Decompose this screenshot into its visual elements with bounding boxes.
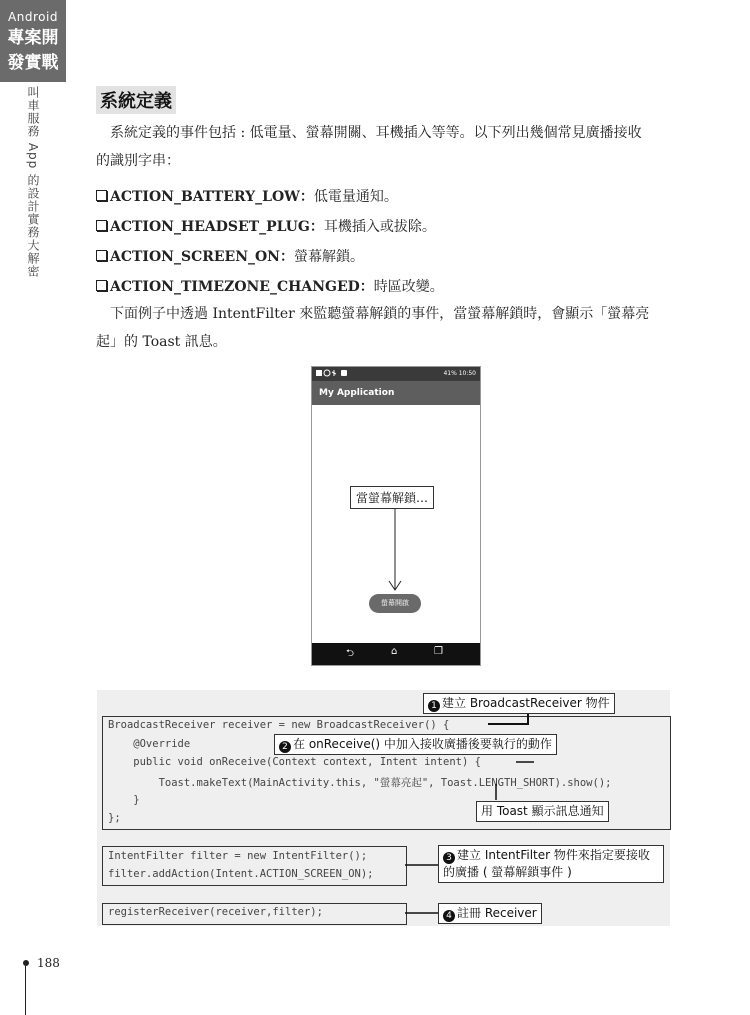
home-icon[interactable]: ⌂ [391, 646, 398, 657]
bullet-key: ACTION_HEADSET_PLUG： [110, 219, 324, 235]
app-title: My Application [319, 388, 395, 398]
code-line: IntentFilter filter = new IntentFilter(); [108, 850, 368, 862]
step-number-4-icon: 4 [443, 910, 455, 922]
note-text: 在 onReceive() 中加入接收廣播後要執行的動作 [293, 737, 552, 751]
back-icon[interactable]: ⮌ [346, 648, 355, 659]
bullet-desc: 耳機插入或拔除。 [323, 219, 436, 235]
step-number-1-icon: 1 [428, 700, 440, 712]
bullet-desc: 螢幕解鎖。 [293, 249, 364, 265]
code-line: }; [108, 812, 121, 824]
side-tab-title-line1: 專案開 [7, 28, 59, 48]
note-toast [476, 801, 609, 822]
note-create-receiver [423, 693, 615, 714]
code-line: filter.addAction(Intent.ACTION_SCREEN_ON); [108, 868, 374, 880]
note-text: 建立 IntentFilter 物件來指定要接收 [457, 848, 650, 862]
intro-line-1: 系統定義的事件包括 : 低電量、螢幕開關、耳機插入等等。以下列出幾個常見廣播接收 [110, 125, 642, 141]
code-line: BroadcastReceiver receiver = new BroadcastReceiver() { [108, 719, 450, 731]
page-marker-rule [25, 966, 26, 1015]
note-text: 註冊 Receiver [457, 906, 537, 920]
note-text: 用 Toast 顯示訊息通知 [481, 804, 604, 818]
para2-line-1: 下面例子中透過 IntentFilter 來監聽螢幕解鎖的事件，當螢幕解鎖時，會顯示「螢幕亮 [110, 306, 650, 322]
screen-unlock-callout: 當螢幕解鎖… [350, 486, 434, 509]
step-number-2-icon: 2 [279, 741, 291, 753]
vertical-book-title: 叫車服務 App 的設計實務大解密 [26, 86, 40, 279]
side-tab-title-line2: 發實戰 [7, 53, 59, 73]
bullet-desc: 時區改變。 [373, 279, 444, 295]
code-line: Toast.makeText(MainActivity.this, "螢幕亮起", Toast.LENGTH_SHORT).show(); [108, 777, 612, 789]
toast-message: 螢幕開啟 [369, 594, 421, 613]
section-title: 系統定義 [96, 86, 176, 114]
intro-line-2: 的識別字串： [96, 153, 180, 169]
code-line: } [108, 794, 140, 806]
code-line: @Override [108, 738, 191, 750]
para2-line-2: 起」的 Toast 訊息。 [96, 334, 227, 350]
bullet-key: ACTION_TIMEZONE_CHANGED： [110, 279, 374, 295]
bullet-key: ACTION_SCREEN_ON： [110, 249, 294, 265]
status-battery-time: 41% 10:50 [443, 370, 476, 377]
note-intent-filter [438, 845, 664, 883]
note-register [438, 903, 542, 924]
note-onreceive [274, 734, 557, 755]
code-line: registerReceiver(receiver,filter); [108, 906, 323, 918]
note-text: 的廣播 ( 螢幕解鎖事件 ) [443, 865, 572, 879]
note-text: 建立 BroadcastReceiver 物件 [442, 696, 610, 710]
step-number-3-icon: 3 [443, 852, 455, 864]
page-marker-dot [23, 960, 29, 966]
page-number: 188 [37, 956, 60, 970]
side-tab-series: Android [8, 10, 58, 24]
recent-apps-icon[interactable]: ❐ [434, 646, 443, 657]
bullet-desc: 低電量通知。 [313, 189, 398, 205]
bullet-key: ACTION_BATTERY_LOW： [110, 189, 314, 205]
code-line: public void onReceive(Context context, Intent intent) { [108, 756, 481, 768]
